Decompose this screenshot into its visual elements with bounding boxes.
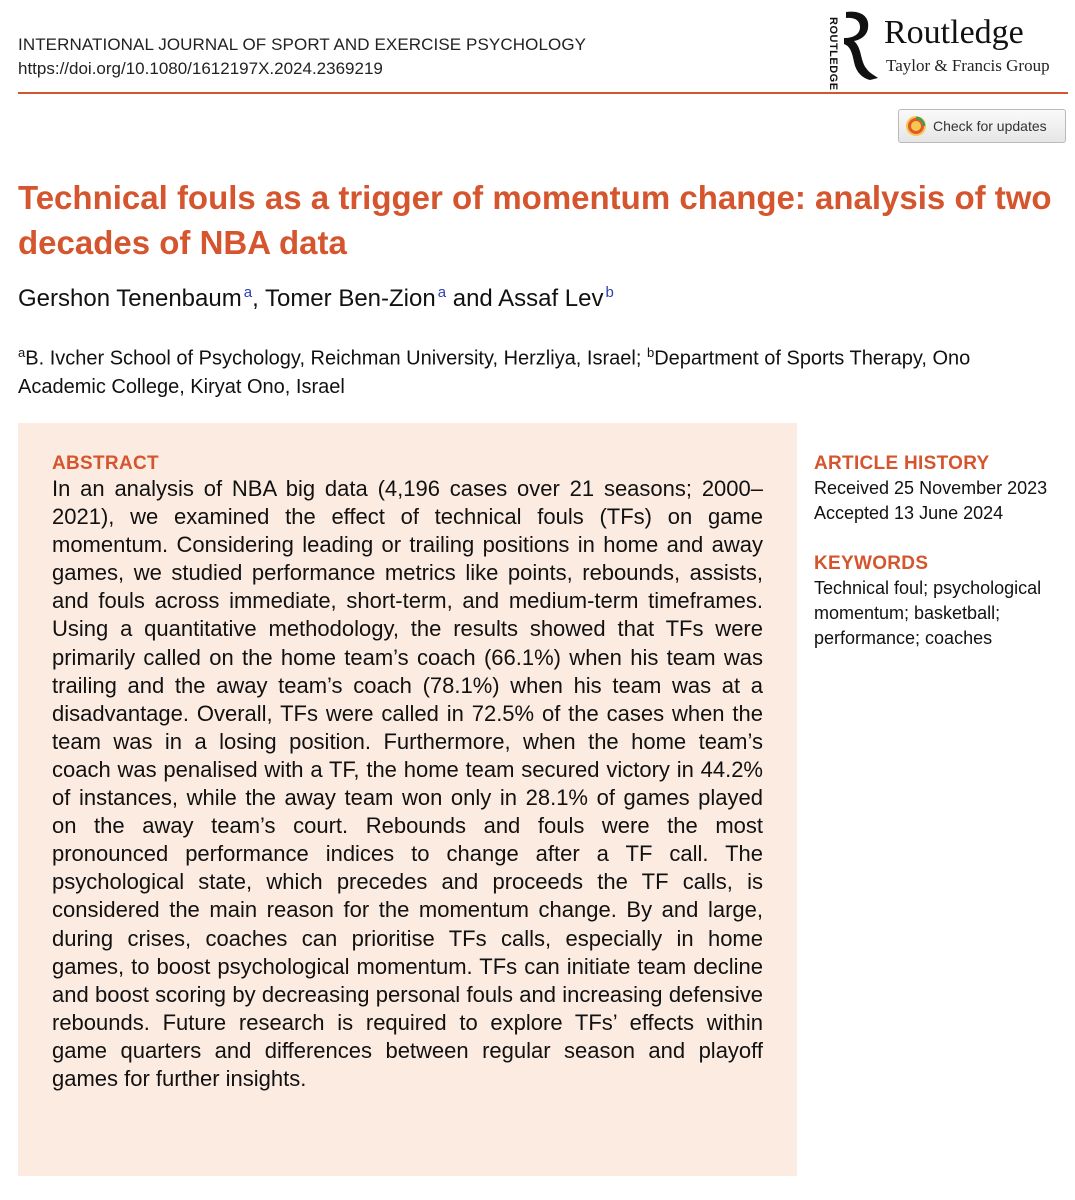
affiliation-text: Department of Sports Therapy, Ono Academic College, Kiryat Ono, Israel: [18, 347, 971, 398]
received-date: Received 25 November 2023: [814, 478, 1048, 498]
check-updates-button[interactable]: [898, 109, 1066, 143]
keywords: [814, 552, 1074, 651]
publisher-group: Taylor & Francis Group: [886, 56, 1050, 75]
affiliation-mark[interactable]: a: [243, 284, 253, 301]
article-history: [814, 452, 1074, 526]
affiliation-label: a: [18, 345, 26, 360]
abstract-heading: ABSTRACT: [52, 453, 159, 474]
author-name[interactable]: Tomer Ben-Zion: [264, 285, 436, 312]
publisher-logo: [824, 8, 1064, 91]
check-updates-label: Check for updates: [933, 118, 1047, 134]
author-separator: and: [452, 285, 493, 312]
author-separator: ,: [252, 285, 259, 312]
doi-link[interactable]: https://doi.org/10.1080/1612197X.2024.2369219: [18, 59, 383, 78]
affiliation-text: B. Ivcher School of Psychology, Reichman University, Herzliya, Israel;: [25, 347, 642, 370]
routledge-mark-icon: [840, 8, 880, 83]
keywords-line: Technical foul; psychological: [814, 578, 1042, 598]
abstract-text: In an analysis of NBA big data (4,196 cases over 21 seasons; 2000–2021), we examined the effect of technical fouls (TFs) on game momentum. Considering leading or trailing positions in home and away games, we studied performance metrics like points, rebounds, assists, and fouls across immediate, short-term, and medium-term timeframes. Using a quantitative methodology, the results showed that TFs were primarily called on the home team’s coach (66.1%) when his team was trailing and the away team’s coach (78.1%) when his team was at a disadvantage. Overall, TFs were called in 72.5% of the cases when the team was in a losing position. Furthermore, when the home team’s coach was penalised with a TF, the home team secured victory in 44.2% of instances, while the away team won only in 28.1% of games played on the away team’s court. Rebounds and fouls were the most pronounced performance indices to change after a TF call. The psychological state, which precedes and proceeds the TF calls, is considered the main reason for the momentum change. By and large, during crises, coaches can prioritise TFs calls, especially in home games, to boost psychological momentum. TFs can initiate team decline and boost scoring by decreasing personal fouls and increasing defensive rebounds. Future research is required to explore TFs’ effects within game quarters and differences between regular season and playoff games for further insights.: [52, 476, 763, 1091]
author-list: [18, 284, 614, 313]
article-history-heading: ARTICLE HISTORY: [814, 453, 990, 474]
check-updates-icon: [905, 115, 927, 137]
header-rule: [18, 92, 1068, 94]
publisher-name: Routledge: [884, 14, 1024, 51]
keywords-heading: KEYWORDS: [814, 553, 929, 574]
affiliation-mark[interactable]: a: [437, 284, 447, 301]
journal-name: INTERNATIONAL JOURNAL OF SPORT AND EXERCISE PSYCHOLOGY: [18, 35, 587, 54]
publisher-vertical-text: ROUTLEDGE: [827, 17, 839, 91]
affiliation-label: b: [646, 345, 655, 360]
affiliations: [18, 339, 1058, 401]
accepted-date: Accepted 13 June 2024: [814, 503, 1004, 523]
article-title: Technical fouls as a trigger of momentum change: analysis of two decades of NBA data: [18, 179, 1052, 261]
affiliation-mark[interactable]: b: [605, 284, 614, 301]
keywords-line: performance; coaches: [814, 628, 993, 648]
author-name[interactable]: Assaf Lev: [498, 285, 604, 312]
keywords-line: momentum; basketball;: [814, 603, 1001, 623]
author-name[interactable]: Gershon Tenenbaum: [18, 285, 242, 312]
